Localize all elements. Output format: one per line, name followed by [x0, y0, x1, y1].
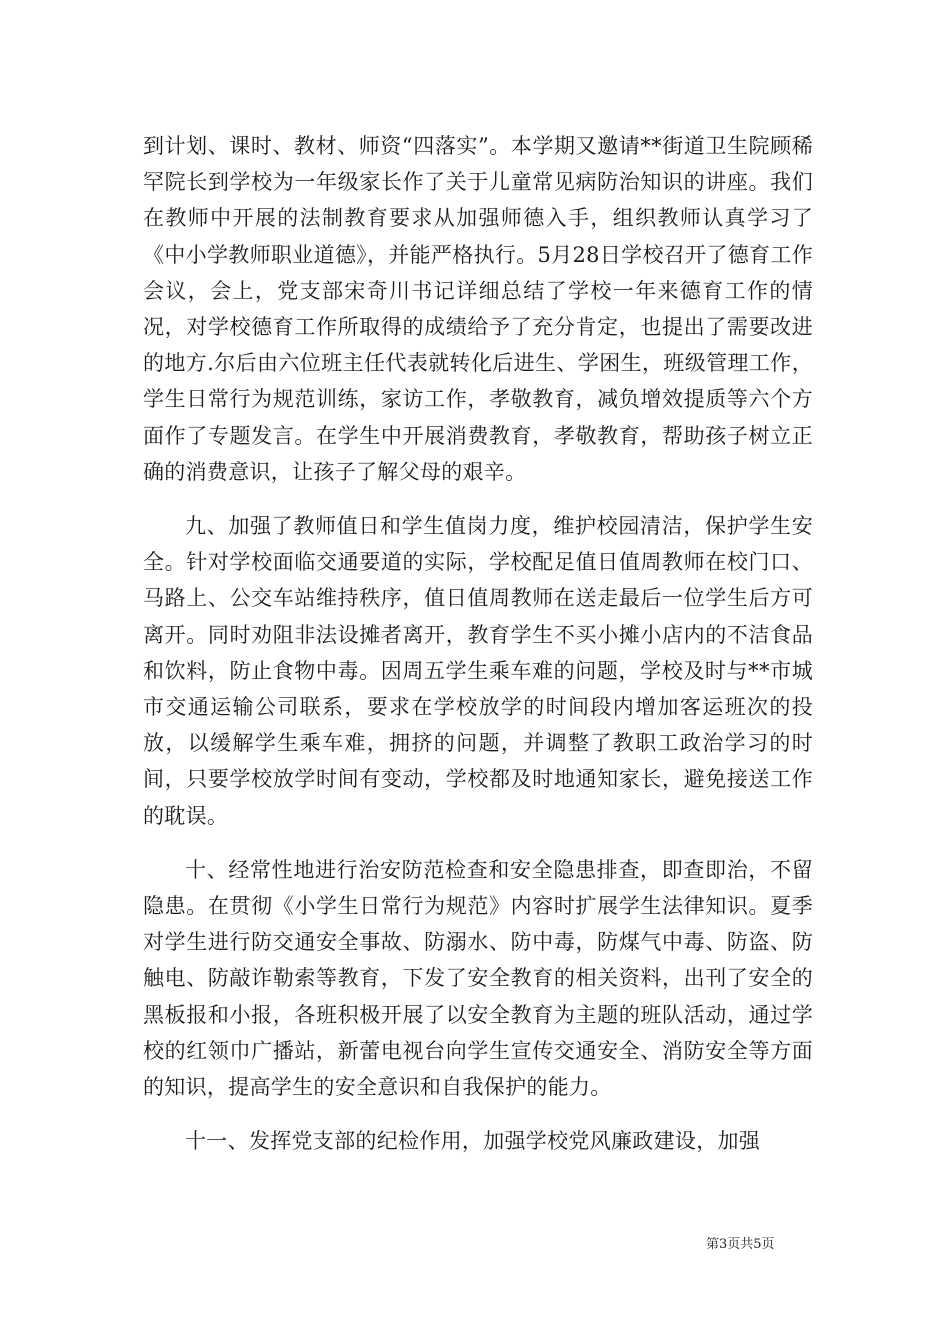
paragraph-section-ten: 十、经常性地进行治安防范检查和安全隐患排查，即查即治，不留隐患。在贯彻《小学生日常行为规范》内容时扩展学生法律知识。夏季对学生进行防交通安全事故、防溺水、防中毒，防煤气中毒、防盗、防触电、防敲诈勒索等教育，下发了安全教育的相关资料，出刊了安全的黑板报和小报，各班积极开展了以安全教育为主题的班队活动，通过学校的红领巾广播站，新蕾电视台向学生宣传交通安全、消防安全等方面的知识，提高学生的安全意识和自我保护的能力。 [143, 857, 813, 1100]
page-number-label: 第3页共5页 [706, 1237, 775, 1252]
paragraph-section-nine: 九、加强了教师值日和学生值岗力度，维护校园清洁，保护学生安全。针对学校面临交通要道的实际，学校配足值日值周教师在校门口、马路上、公交车站维持秩序，值日值周教师在送走最后一位学生后方可离开。同时劝阻非法设摊者离开，教育学生不买小摊小店内的不洁食品和饮料，防止食物中毒。因周五学生乘车难的问题，学校及时与**市城市交通运输公司联系，要求在学校放学的时间段内增加客运班次的投放，以缓解学生乘车难，拥挤的问题，并调整了教职工政治学习的时间，只要学校放学时间有变动，学校都及时地通知家长，避免接送工作的耽误。 [143, 514, 813, 828]
paragraph-continued: 到计划、课时、教材、师资“四落实”。本学期又邀请**街道卫生院顾稀罕院长到学校为一年级家长作了关于儿童常见病防治知识的讲座。我们在教师中开展的法制教育要求从加强师德入手，组织教师认真学习了《中小学教师职业道德》，并能严格执行。5月28日学校召开了德育工作会议，会上，党支部宋奇川书记详细总结了学校一年来德育工作的情况，对学校德育工作所取得的成绩给予了充分肯定，也提出了需要改进的地方.尔后由六位班主任代表就转化后进生、学困生，班级管理工作，学生日常行为规范训练，家访工作，孝敬教育，减负增效提质等六个方面作了专题发言。在学生中开展消费教育，孝敬教育，帮助孩子树立正确的消费意识，让孩子了解父母的艰辛。 [143, 134, 813, 484]
paragraph-section-eleven: 十一、发挥党支部的纪检作用，加强学校党风廉政建设，加强 [185, 1129, 761, 1154]
body-text [143, 128, 813, 1159]
